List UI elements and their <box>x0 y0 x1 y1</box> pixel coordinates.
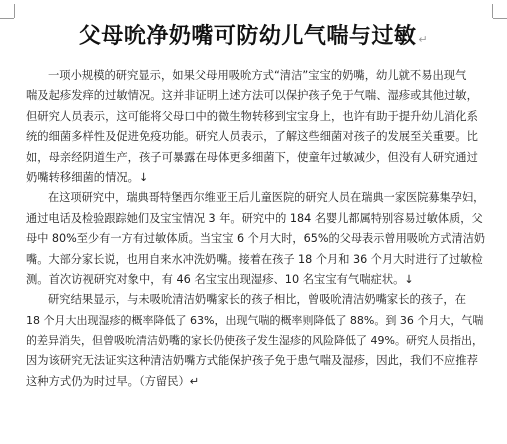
crop-mark-top-right-vertical <box>492 4 493 18</box>
crop-mark-top-left-vertical <box>14 4 15 18</box>
paragraph-mark-icon: ↵ <box>418 33 429 46</box>
crop-mark-top-right-horizontal <box>493 18 507 19</box>
text-line: 喘及起疹发痒的过敏情况。这并非证明上述方法可以保护孩子免于气喘、湿疹或其他过敏， <box>26 89 478 103</box>
crop-mark-top-left-horizontal <box>0 18 14 19</box>
document-body <box>26 66 486 392</box>
text-line: 18 个月大出现湿疹的概率降低了 63%，出现气喘的概率则降低了 88%。到 36 个月大，气喘 <box>26 313 484 327</box>
document-title <box>0 22 507 55</box>
text-line: 嘴。大部分家长说，也用自来水冲洗奶嘴。接着在孩子 18 个月和 36 个月大时进行了过敏检 <box>26 252 483 266</box>
text-line: 通过电话及检验跟踪她们及宝宝情况 3 年。研究中的 184 名婴儿都属特别容易过敏体质，父 <box>26 211 483 225</box>
text-line: 这种方式仍为时过早。（方留民）↵ <box>26 374 200 388</box>
text-line: 但研究人员表示，这可能将父母口中的微生物转移到宝宝身上，也许有助于提升幼儿消化系 <box>26 109 478 123</box>
text-line: 测。首次访视研究对象中，有 46 名宝宝出现湿疹、10 名宝宝有气喘症状。↓ <box>26 272 414 286</box>
text-line: 研究结果显示，与未吸吮清洁奶嘴家长的孩子相比，曾吸吮清洁奶嘴家长的孩子，在 <box>48 293 466 307</box>
text-line: 母中 80%至少有一方有过敏体质。当宝宝 6 个月大时，65%的父母表示曾用吸吮方式清洁奶 <box>26 232 486 246</box>
text-line: 一项小规模的研究显示，如果父母用吸吮方式“清洁”宝宝的奶嘴，幼儿就不易出现气 <box>48 69 467 82</box>
paragraph-3 <box>26 290 486 392</box>
document-title-text: 父母吮净奶嘴可防幼儿气喘与过敏 <box>78 24 417 49</box>
text-line: 因为该研究无法证实这种清洁奶嘴方式能保护孩子免于患气喘及湿疹，因此，我们不应推荐 <box>26 354 478 368</box>
text-line: 统的细菌多样性及促进免疫功能。研究人员表示，了解这些细菌对孩子的发展至关重要。比 <box>26 130 478 144</box>
text-line: 如，母亲经阴道生产，孩子可暴露在母体更多细菌下，使童年过敏减少，但没有人研究通过 <box>26 150 478 164</box>
paragraph-1 <box>26 66 486 188</box>
text-line: 的差异消失，但曾吸吮清洁奶嘴的家长仍使孩子发生湿疹的风险降低了 49%。研究人员指出， <box>26 334 483 348</box>
text-line: 在这项研究中，瑞典哥特堡西尔维亚王后儿童医院的研究人员在瑞典一家医院募集孕妇， <box>48 191 485 205</box>
paragraph-2 <box>26 188 486 290</box>
text-line: 奶嘴转移细菌的情况。↓ <box>26 170 149 184</box>
